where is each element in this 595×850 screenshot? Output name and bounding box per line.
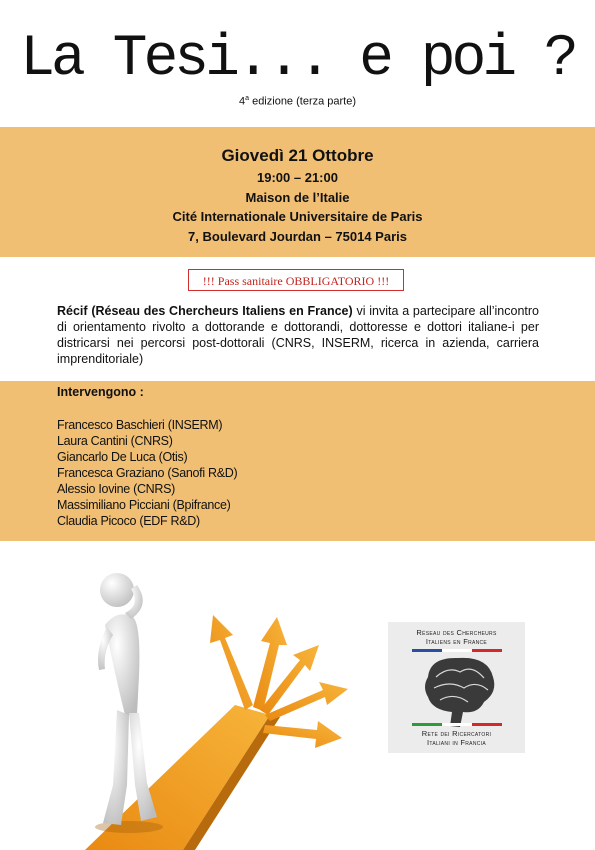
edition-ordinal: a xyxy=(245,95,250,102)
speakers-heading: Intervengono : xyxy=(57,385,144,399)
edition-text: edizione (terza parte) xyxy=(249,95,357,108)
logo-bottom-line1: Rete dei Ricercatori xyxy=(421,729,492,738)
event-address: 7, Boulevard Jourdan – 75014 Paris xyxy=(188,228,407,244)
logo-bottom-line2: Italiani in Francia xyxy=(427,738,486,747)
edition-label xyxy=(0,95,595,108)
pass-sanitaire-notice: !!! Pass sanitaire OBBLIGATORIO !!! xyxy=(188,269,404,291)
speakers-band xyxy=(0,381,595,541)
speaker-item: Claudia Picoco (EDF R&D) xyxy=(57,514,200,528)
speakers-list xyxy=(57,417,237,529)
thinking-figure-arrows-illustration xyxy=(55,565,355,850)
event-info-band xyxy=(0,127,595,257)
speaker-item: Giancarlo De Luca (Otis) xyxy=(57,450,188,464)
recif-logo xyxy=(388,622,525,753)
speaker-item: Alessio Iovine (CNRS) xyxy=(57,482,176,496)
speaker-item: Laura Cantini (CNRS) xyxy=(57,434,173,448)
event-institution: Cité Internationale Universitaire de Paris xyxy=(172,209,423,224)
intro-paragraph xyxy=(57,303,539,367)
logo-top-line1: Réseau des Chercheurs xyxy=(416,628,497,637)
event-date: Giovedì 21 Ottobre xyxy=(221,146,374,165)
event-time: 19:00 – 21:00 xyxy=(257,170,338,185)
intro-text: vi invita a partecipare all’incontro di orientamento rivolto a dottorande e dottorandi, dottoresse e dottori italiane-i per districarsi nei percorsi post-dottorali (CNRS, INSERM, ricerca in azienda, carriera imprenditoriale) xyxy=(57,304,539,366)
speaker-item: Francesco Baschieri (INSERM) xyxy=(57,418,223,432)
speaker-item: Massimiliano Picciani (Bpifrance) xyxy=(57,498,231,512)
edition-number: 4 xyxy=(238,95,246,108)
page-title: La Tesi... e poi ? xyxy=(20,27,575,92)
event-venue: Maison de l’Italie xyxy=(245,189,350,205)
organizer-name: Récif (Réseau des Chercheurs Italiens en France) xyxy=(57,304,353,318)
logo-top-line2: Italiens en France xyxy=(425,637,488,646)
speaker-item: Francesca Graziano (Sanofi R&D) xyxy=(57,466,238,480)
